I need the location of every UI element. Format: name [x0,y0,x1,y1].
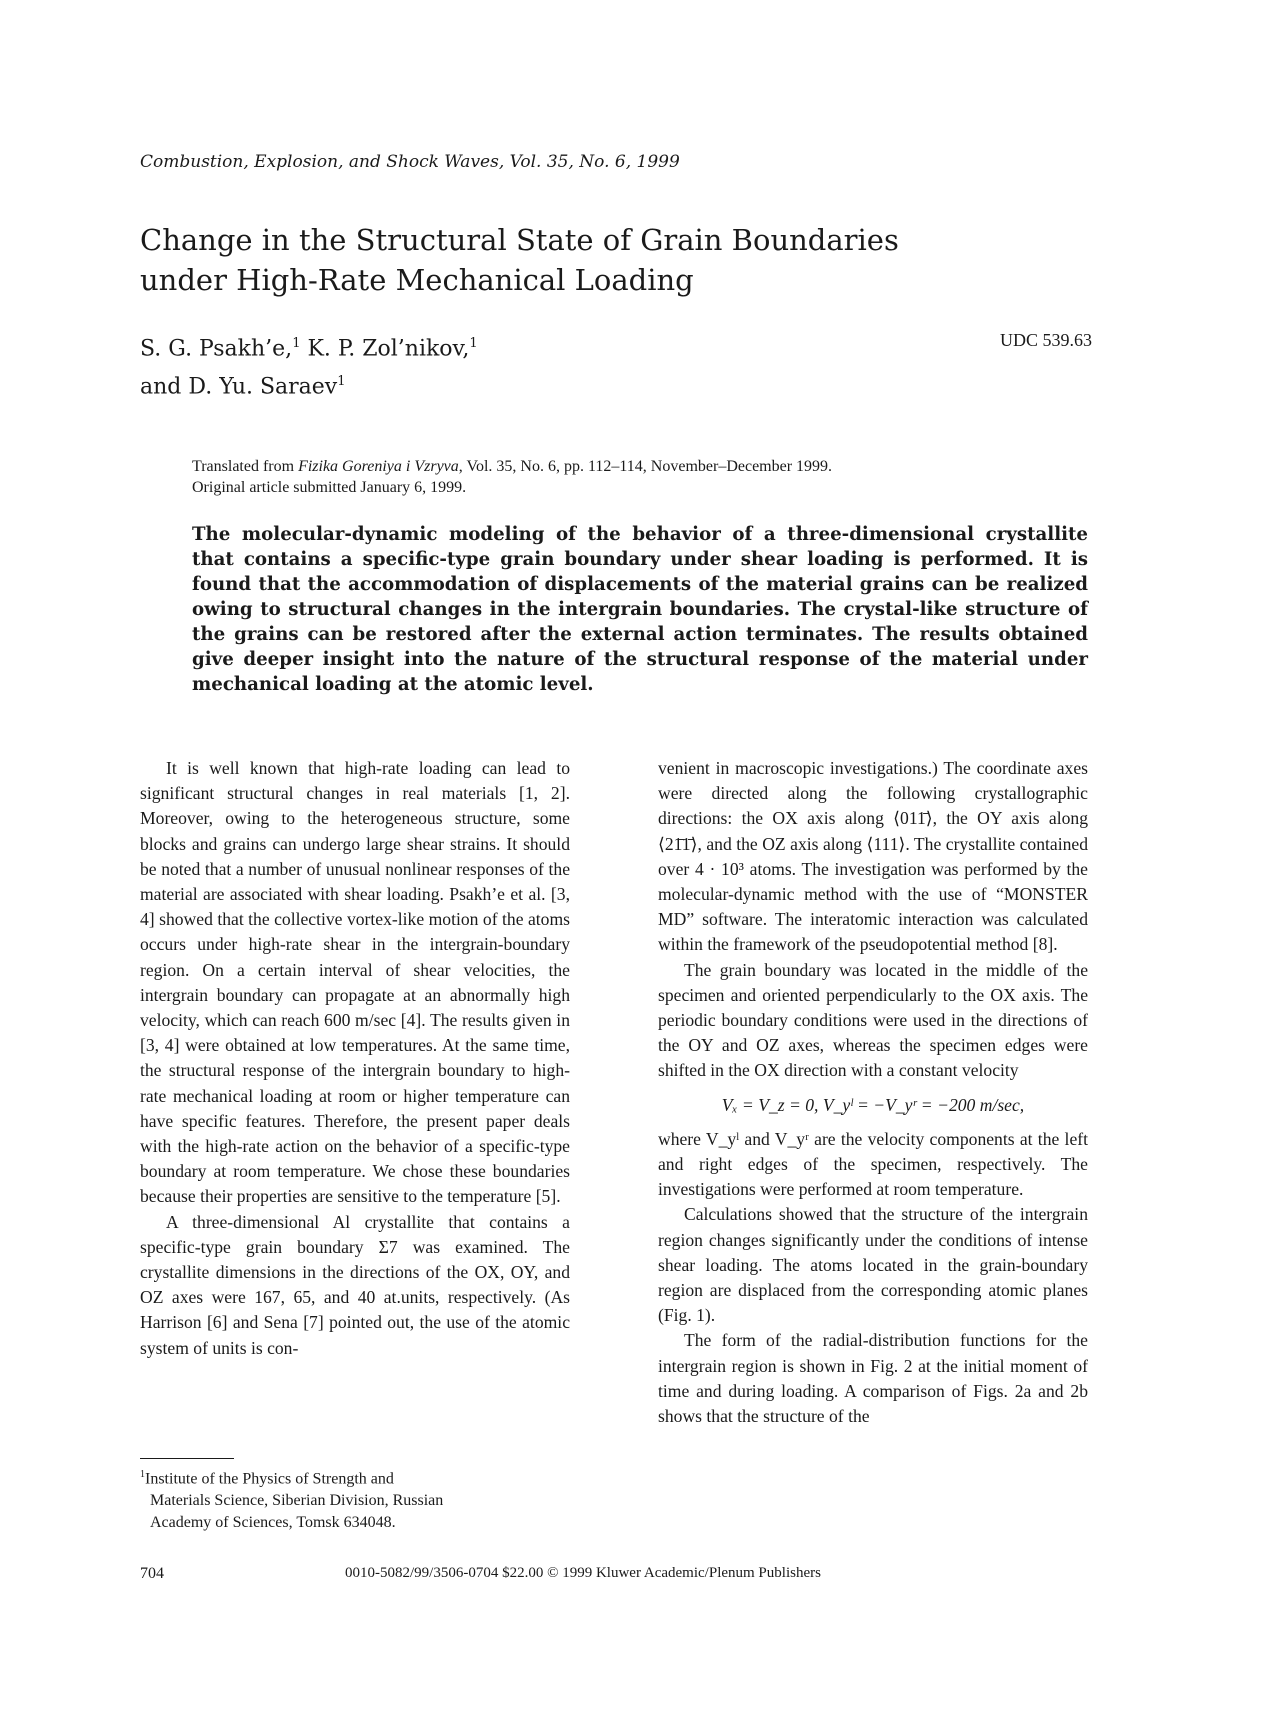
affiliation-mark: 1 [292,336,301,351]
affiliation-mark: 1 [469,336,478,351]
copyright-line: 0010-5082/99/3506-0704 $22.00 © 1999 Kluwer Academic/Plenum Publishers [345,1565,821,1581]
footnote [140,1464,580,1534]
author-psakhe: S. G. Psakh’e, [140,336,293,362]
page-number: 704 [140,1565,164,1582]
paragraph: venient in macroscopic investigations.) The coordinate axes were directed along the following crystallographic directions: the OX axis along ⟨011̄⟩, the OY axis along ⟨21̄1̄⟩, and the OZ axis along ⟨111⟩. The crystallite contained over 4 · 10³ atoms. The investigation was performed by the molecular-dynamic method with the use of “MONSTER MD” software. The interatomic interaction was calculated within the framework of the pseudopotential method [8]. [658,758,1088,955]
affiliation-mark: 1 [337,374,346,390]
translation-note [192,456,1092,498]
footnote-line-1 [140,1464,580,1490]
journal-header: Combustion, Explosion, and Shock Waves, Vol. 35, No. 6, 1999 [140,152,680,172]
paragraph: The grain boundary was located in the middle of the specimen and oriented perpendicularly to the OX axis. The periodic boundary conditions were used in the directions of the OY and OZ axes, whereas the specimen edges were shifted in the OX direction with a constant velocity [658,959,1088,1081]
title-line-2: under High-Rate Mechanical Loading [140,263,694,297]
paragraph: A three-dimensional Al crystallite that contains a specific-type grain boundary Σ7 was examined. The crystallite dimensions in the directions of the OX, OY, and OZ axes were 167, 65, and 40 at.units, respectively. (As Harrison [6] and Sena [7] pointed out, the use of the atomic system of units is con- [140,1211,570,1358]
footnote-text: Institute of the Physics of Strength and [145,1470,394,1488]
footnote-mark: 1 [140,1469,145,1480]
translation-details: , Vol. 35, No. 6, pp. 112–114, November–December 1999. [458,458,833,475]
abstract: The molecular-dynamic modeling of the behavior of a three-dimensional crystallite that contains a specific-type grain boundary under shear loading is performed. It is found that the accommodation of displacements of the material grains can be realized owing to structural changes in the intergrain boundaries. The crystal-like structure of the grains can be restored after the external action terminates. The results obtained give deeper insight into the nature of the structural response of the material under mechanical loading at the atomic level. [192,524,1088,695]
submission-date: Original article submitted January 6, 1999. [192,479,467,496]
footnote-line-2: Materials Science, Siberian Division, Russian [150,1492,444,1510]
paragraph: The form of the radial-distribution functions for the intergrain region is shown in Fig. 2 at the initial moment of time and during loading. A comparison of Figs. 2a and 2b shows that the structure of the [658,1330,1088,1427]
paragraph: where V_yˡ and V_yʳ are the velocity components at the left and right edges of the specimen, respectively. The investigations were performed at room temperature. [658,1128,1088,1200]
translation-line [192,456,1092,477]
authors-line-2 [140,365,478,403]
footnote-rule [140,1458,234,1459]
translation-prefix: Translated from [192,458,299,475]
footnote-line-3: Academy of Sciences, Tomsk 634048. [150,1514,396,1532]
author-zolnikov: K. P. Zol’nikov, [300,336,470,362]
author-saraev: and D. Yu. Saraev [140,374,338,400]
left-column [140,756,570,1361]
title-line-1: Change in the Structural State of Grain Boundaries [140,223,899,257]
authors-line-1 [140,327,478,365]
article-title [140,220,1040,300]
right-column [658,756,1088,1429]
authors [140,327,478,404]
paragraph: It is well known that high-rate loading can lead to significant structural changes in real materials [1, 2]. Moreover, owing to the heterogeneous structure, some blocks and grains can undergo large shear strains. It should be noted that a number of unusual nonlinear responses of the material are associated with shear loading. Psakh’e et al. [3, 4] showed that the collective vortex-like motion of the atoms occurs under high-rate shear in the intergrain-boundary region. On a certain interval of shear velocities, the intergrain boundary can propagate at an abnormally high velocity, which can reach 600 m/sec [4]. The results given in [3, 4] were obtained at low temperatures. At the same time, the structural response of the intergrain boundary to high-rate mechanical loading at room or higher temperature can have specific features. Therefore, the present paper deals with the high-rate action on the behavior of a specific-type boundary at room temperature. We chose these boundaries because their properties are sensitive to the temperature [5]. [140,758,570,1207]
udc-code: UDC 539.63 [1000,330,1093,350]
source-journal: Fizika Goreniya i Vzryva [298,458,459,475]
velocity-equation: Vₓ = V_z = 0, V_yˡ = −V_yʳ = −200 m/sec, [721,1094,1025,1115]
paragraph: Calculations showed that the structure of the intergrain region changes significantly under the conditions of intense shear loading. The atoms located in the grain-boundary region are displaced from the corresponding atomic planes (Fig. 1). [658,1204,1088,1326]
